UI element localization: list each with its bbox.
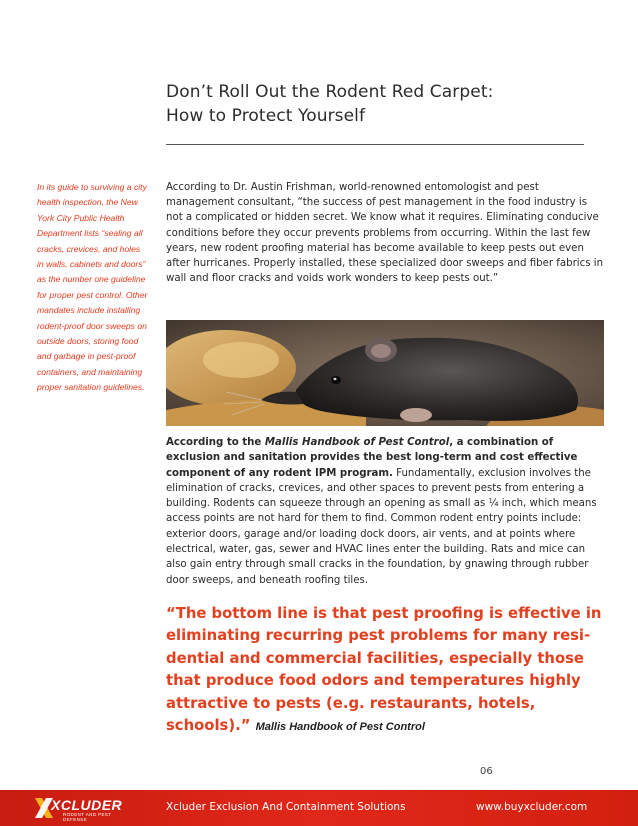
footer-website-link[interactable]: www.buyxcluder.com [476,801,588,813]
footer-bar [0,790,638,826]
logo-wordmark: XCLUDER [51,797,123,813]
rat-photo-illustration [166,320,604,426]
sidebar-note: In its guide to surviving a city health inspection, the New York City Public Health Department lists “sealing all cracks, crevices, and holes in walls, cabinets and doors” as the number one guideline for proper pest control. Other mandates include installing rodent-proof door sweeps on outside doors, storing food and garbage in pest-proof containers, and maintaining proper sanitation guidelines. [37,182,148,393]
exclusion-rest: Fundamentally, exclusion involves the elimination of cracks, crevices, and other spaces to prevent pests from entering a building. Rodents can squeeze through an opening as small as ¼ inch, which means access points are not hard for them to find. Common rodent entry points include: exterior doors, garage and/or loading dock doors, air vents, and at points where electrical, water, gas, sewer and HVAC lines enter the building. Rats and mice can also gain entry through small cracks in the foundation, by gnawing through rubber door sweeps, and beneath roofing tiles. [166,467,597,586]
exclusion-paragraph [166,435,608,588]
page-title [166,80,586,128]
exclusion-lead-a: According to the [166,437,265,448]
intro-paragraph: According to Dr. Austin Frishman, world-renowned entomologist and pest management consultant, “the success of pest management in the food industry is not a complicated or hidden secret. We know what it requires. Eliminating conducive conditions before they occur prevents problems from occurring. Within the last few years, new rodent proofing material has become available to keep pests out even after hurricanes. Properly installed, these specialized door sweeps and fiber fabrics in wall and floor cracks and voids work wonders to keep pests out.” [166,182,604,285]
page-title-line1: Don’t Roll Out the Rodent Red Carpet: [166,82,494,102]
xcluder-logo [33,796,133,820]
rat-photo [166,320,604,426]
pull-quote-citation: Mallis Handbook of Pest Control [255,721,425,734]
pull-quote [166,603,606,738]
page-number: 06 [480,766,493,777]
title-divider [166,144,584,145]
page-title-line2: How to Protect Yourself [166,106,366,126]
logo-tagline: RODENT AND PEST DEFENSE [63,812,112,822]
exclusion-lead-b: , a combination of exclusion and sanitation provides the best long-term and cost effective component of any rodent IPM program. [166,437,578,479]
footer-company: Xcluder Exclusion And Containment Solutions [166,801,406,813]
exclusion-lead-book: Mallis Handbook of Pest Control [264,437,450,448]
pull-quote-text: “The bottom line is that pest proofing is effective in eliminating recurring pest problems for many resi-dential and commercial facilities, especially those that produce food odors and temperatures highly attractive to pests (e.g. restaurants, hotels, schools).” [166,605,602,735]
